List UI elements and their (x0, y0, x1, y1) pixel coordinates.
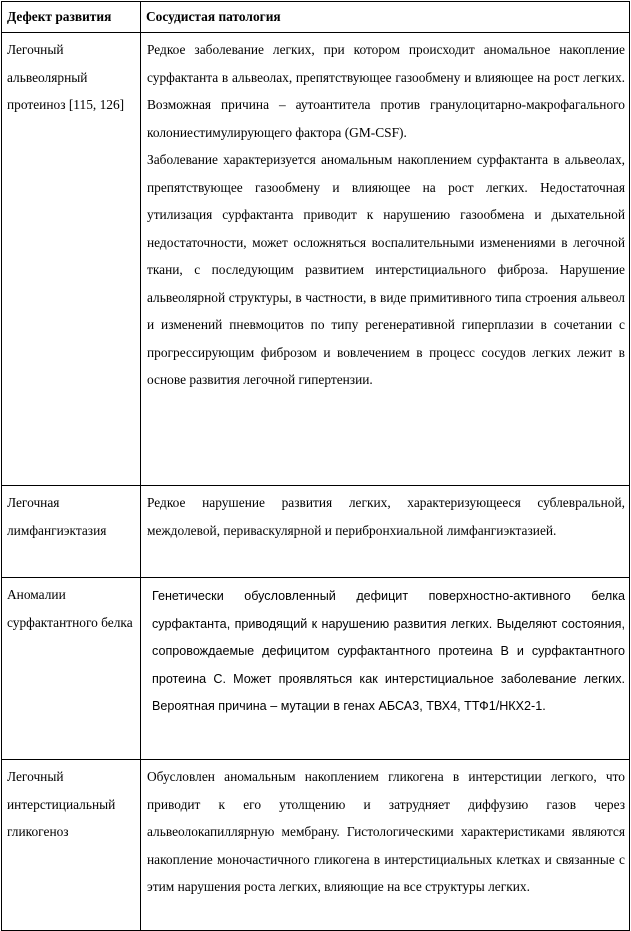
pathology-cell (141, 33, 630, 486)
defect-cell: Легочный интерстициальный гликогеноз (2, 760, 141, 931)
defect-cell: Легочная лимфангиэктазия (2, 486, 141, 578)
pathology-table (1, 1, 630, 931)
pathology-cell (141, 760, 630, 931)
table-row (2, 760, 630, 931)
table-row (2, 33, 630, 486)
table-header-row (2, 2, 630, 33)
pathology-paragraph: Обусловлен аномальным накоплением гликогена в интерстиции легкого, что приводит к его утолщению и затрудняет диффузию газов через альвеолокапиллярную мембрану. Гистологическими характеристиками являются накопление моночастичного гликогена в интерстициальных клетках и связанные с этим нарушения роста легких, влияющие на все структуры легких. (147, 769, 625, 894)
pathology-paragraph: Генетически обусловленный дефицит поверхностно-активного белка сурфактанта, приводящий к нарушению развития легких. Выделяют состояния, сопровождаемые дефицитом сурфактантного протеина В и сурфактантного протеина С. Может проявляться как интерстициальное заболевание легких. Вероятная причина – мутации в генах АБСА3, ТВХ4, ТТФ1/НКХ2-1. (152, 589, 625, 713)
pathology-paragraph: Заболевание характеризуется аномальным накоплением сурфактанта в альвеолах, препятствующее газообмену и влияющее на рост легких. Недостаточная утилизация сурфактанта приводит к нарушению газообмена и дыхательной недостаточности, может осложняться воспалительными изменениями в легочной ткани, с последующим развитием интерстициального фиброза. Нарушение альвеолярной структуры, в частности, в виде примитивного типа строения альвеол и изменений пневмоцитов по типу регенеративной гиперплазии в сочетании с прогрессирующим фиброзом и вовлечением в процесс сосудов легких лежит в основе развития легочной гипертензии. (147, 152, 625, 387)
pathology-cell (141, 578, 630, 760)
defect-cell: Аномалии сурфактантного белка (2, 578, 141, 760)
pathology-paragraph: Редкое нарушение развития легких, характеризующееся сублевральной, междолевой, периваскулярной и перибронхиальной лимфангиэктазией. (147, 495, 625, 538)
pathology-cell (141, 486, 630, 578)
pathology-paragraph: Редкое заболевание легких, при котором происходит аномальное накопление сурфактанта в альвеолах, препятствующее газообмену и влияющее на рост легких. Возможная причина – аутоантитела против гранулоцитарно-макрофагального колониестимулирующего фактора (GM-CSF). (147, 42, 625, 140)
table-row (2, 578, 630, 760)
header-defect: Дефект развития (2, 2, 141, 33)
header-pathology: Сосудистая патология (141, 2, 630, 33)
table-row (2, 486, 630, 578)
defect-cell: Легочный альвеолярный протеиноз [115, 126] (2, 33, 141, 486)
